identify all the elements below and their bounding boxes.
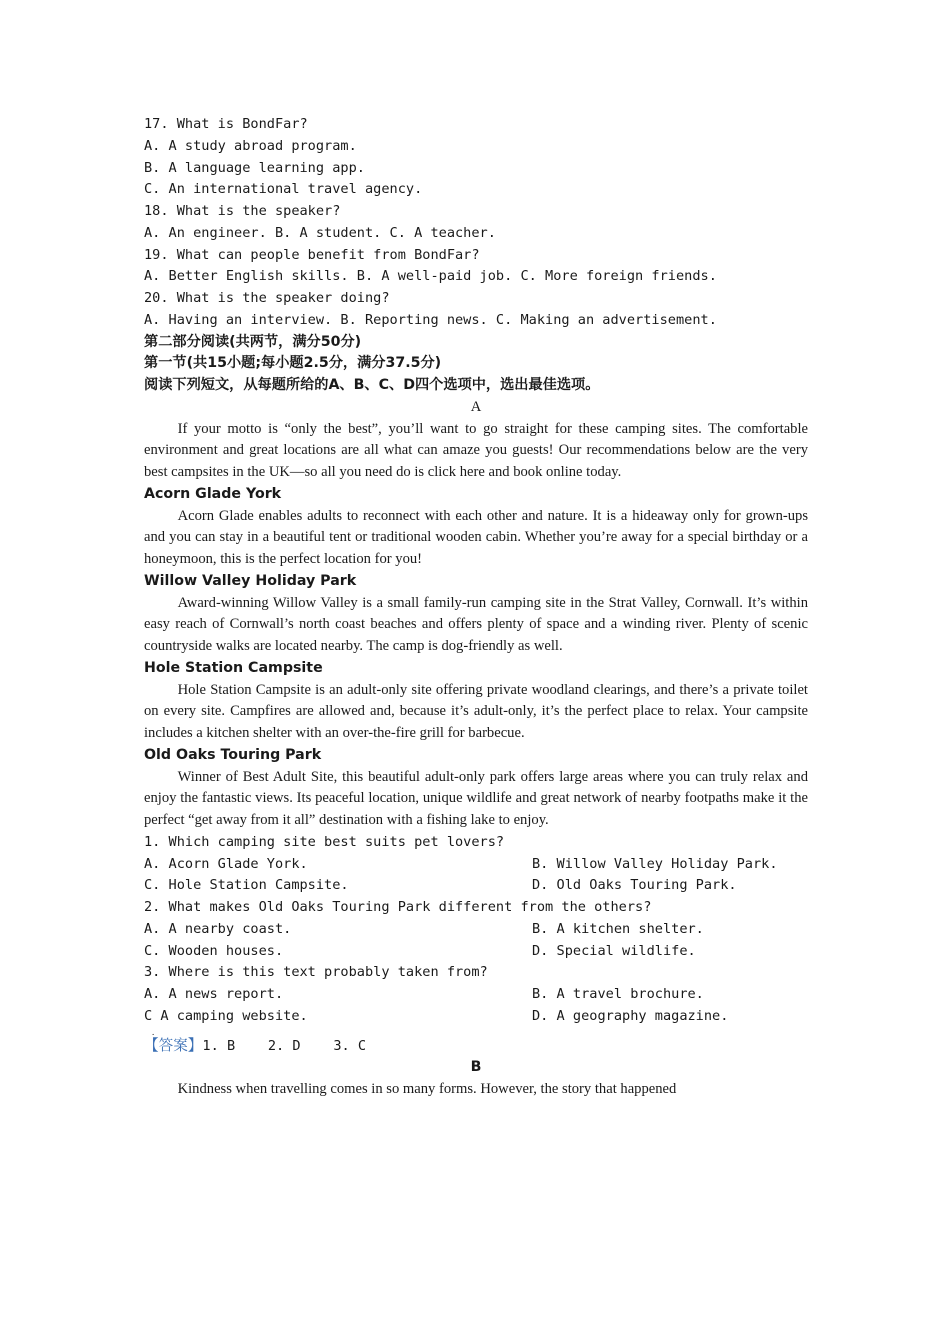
passage-b-first-line: Kindness when travelling comes in so many forms. However, the story that happened [177,1081,677,1097]
option: D. Old Oaks Touring Park. [532,877,737,894]
site-title: Hole Station Campsite [144,659,323,676]
site-description: Award-winning Willow Valley is a small family-run camping site in the Strat Valley, Cornwall. It’s within easy reach of Cornwall’s north coast beaches and offers plenty of space and a winding river. Plenty of scenic countryside walks are located nearby. The camp is dog-friendly as well. [144,594,808,654]
listening-q17 [144,114,808,201]
question-1 [144,832,808,897]
option: D. A geography magazine. [532,1007,729,1024]
question-text: 3. Where is this text probably taken from? [144,964,488,981]
option: A. A nearby coast. [144,920,292,937]
options-row [144,875,808,897]
option: B. A kitchen shelter. [532,920,704,937]
site-description: Winner of Best Adult Site, this beautiful adult-only park offers large areas where you can truly relax and enjoy the fantastic views. Its peaceful location, unique wildlife and great network of nearby footpaths make it the perfect “get away from it all” destination with a fishing lake to enjoy. [144,768,808,828]
site-description: Hole Station Campsite is an adult-only site offering private woodland clearings, and there’s a private toilet on every site. Campfires are allowed and, because it’s adult-only, it’s the perfect place to relax. Your campsite includes a kitchen shelter with an over-the-fire grill for barbecue. [144,681,808,741]
option: C. An international travel agency. [144,181,423,198]
question-text: 20. What is the speaker doing? [144,290,390,306]
option: A. Acorn Glade York. [144,855,308,872]
options-row [144,941,808,963]
question-text: 19. What can people benefit from BondFar? [144,246,480,263]
option: C. Hole Station Campsite. [144,877,349,894]
options-row [144,854,808,876]
question-text: 17. What is BondFar? [144,116,308,132]
question-text: 18. What is the speaker? [144,203,341,219]
site-title: Acorn Glade York [144,485,282,502]
site-description: Acorn Glade enables adults to reconnect with each other and nature. It is a hideaway only for grown-ups and you can stay in a beautiful tent or traditional wooden cabin. Whether you’re away for a special birthday or a honeymoon, this is the perfect location for you! [144,507,808,567]
option: B. A language learning app. [144,159,365,176]
question-text: 2. What makes Old Oaks Touring Park different from the others? [144,899,652,915]
question-3 [144,962,808,1027]
site-title: Old Oaks Touring Park [144,746,322,763]
listening-q20 [144,288,808,332]
stray-mark: . [152,1026,155,1037]
document-page [144,114,808,1101]
answer-tag: 【答案】 [144,1037,203,1054]
options-row [144,1006,808,1028]
option: A. A news report. [144,986,284,1002]
passage-b-label: B [470,1059,482,1076]
site-title: Willow Valley Holiday Park [144,572,357,589]
listening-q19 [144,245,808,289]
instructions: 阅读下列短文，从每题所给的A、B、C、D四个选项中，选出最佳选项。 [144,377,600,393]
site-hole-station [144,658,808,745]
option: B. A travel brochure. [532,986,704,1002]
option: A. A study abroad program. [144,137,357,154]
listening-q18 [144,201,808,245]
question-text: 1. Which camping site best suits pet lovers? [144,833,505,850]
options-line: A. Having an interview. B. Reporting news. C. Making an advertisement. [144,311,717,328]
option: D. Special wildlife. [532,942,696,959]
section1-heading: 第一节(共15小题;每小题2.5分，满分37.5分) [144,355,442,372]
site-willow-valley [144,571,808,658]
options-line: A. Better English skills. B. A well-paid job. C. More foreign friends. [144,268,717,285]
option: C A camping website. [144,1007,308,1024]
answer-text: 1. B 2. D 3. C [202,1037,367,1054]
passage-a-intro: If your motto is “only the best”, you’ll want to go straight for these camping sites. The comfortable environment and great locations are all what can amaze you guests! Our recommendations below are the very best campsites in the UK—so all you need do is click here and book online today. [144,420,808,480]
question-2 [144,897,808,962]
passage-a-label: A [470,398,482,415]
option: C. Wooden houses. [144,942,284,959]
options-row [144,984,808,1006]
answer-line [144,1036,808,1058]
site-old-oaks [144,745,808,832]
options-row [144,919,808,941]
site-acorn-glade [144,484,808,571]
options-line: A. An engineer. B. A student. C. A teacher. [144,224,496,241]
option: B. Willow Valley Holiday Park. [532,855,778,872]
part2-heading: 第二部分阅读(共两节，满分50分) [144,333,362,350]
